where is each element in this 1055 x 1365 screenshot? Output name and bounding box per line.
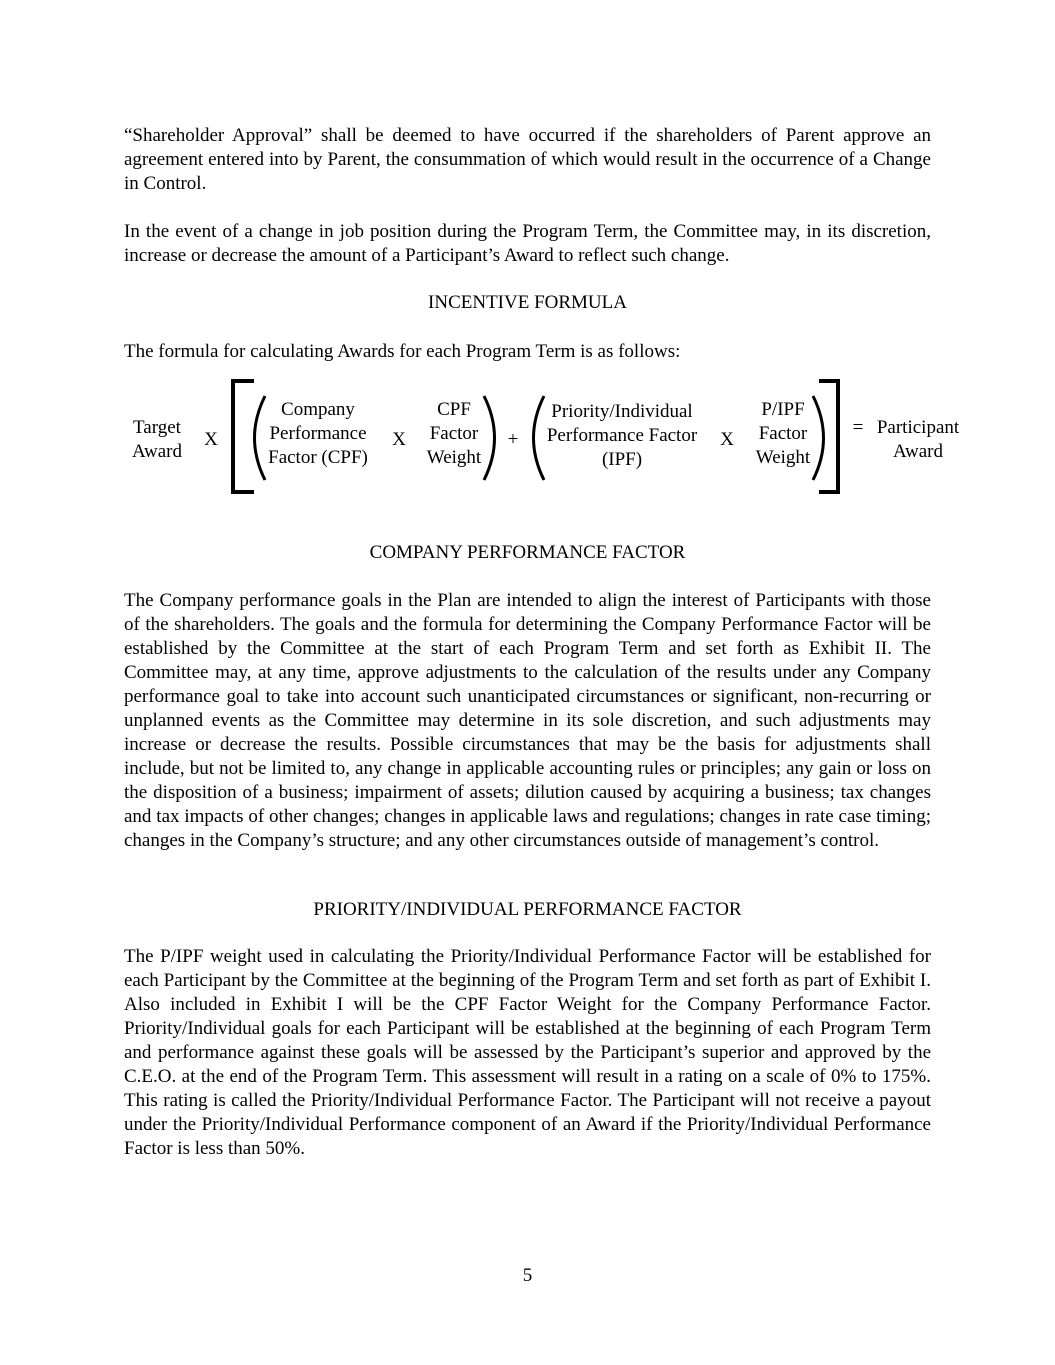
- cpf-line-1: Company: [281, 399, 355, 420]
- target-award-line-2: Award: [132, 441, 182, 462]
- cpf-weight-line-2: Factor: [429, 423, 479, 444]
- multiply-sign: X: [392, 429, 406, 450]
- formula-intro-paragraph: The formula for calculating Awards for each Program Term is as follows:: [124, 341, 681, 362]
- priority-individual-factor-heading: PRIORITY/INDIVIDUAL PERFORMANCE FACTOR: [313, 899, 742, 920]
- pipf-weight-line-1: P/IPF: [761, 399, 805, 420]
- pipf-factor-weight-term: [748, 398, 818, 470]
- ipf-line-2: Performance Factor: [546, 425, 698, 446]
- target-award-term: [126, 416, 188, 464]
- ipf-line-3: (IPF): [601, 449, 643, 470]
- plus-sign: +: [507, 429, 519, 450]
- multiply-sign: X: [720, 429, 734, 450]
- incentive-formula-diagram: [0, 378, 1055, 498]
- pipf-weight-line-2: Factor: [758, 423, 808, 444]
- outer-right-square-bracket: [819, 381, 838, 492]
- cpf-weight-line-1: CPF: [437, 399, 471, 420]
- outer-left-square-bracket: [233, 381, 254, 492]
- cpf-line-2: Performance: [269, 423, 367, 444]
- pipf-weight-line-3: Weight: [755, 447, 811, 468]
- priority-individual-paragraph: The P/IPF weight used in calculating the Priority/Individual Performance Factor will be established for each Participant by the Committee at the beginning of the Program Term and set forth as part of Exhibit I. Also included in Exhibit I will be the CPF Factor Weight for the Company Performance Factor. Priority/Individual goals for each Participant will be established at the beginning of each Program Term and performance against these goals will be assessed by the Participant’s superior and approved by the C.E.O. at the end of the Program Term. This assessment will result in a rating on a scale of 0% to 175%. This rating is called the Priority/Individual Performance Factor. The Participant will not receive a payout under the Priority/Individual Performance component of an Award if the Priority/Individual Performance Factor is less than 50%.: [124, 946, 931, 1159]
- equals-sign: =: [852, 417, 864, 438]
- participant-award-line-1: Participant: [876, 417, 960, 438]
- shareholder-approval-paragraph: “Shareholder Approval” shall be deemed to have occurred if the shareholders of Parent approve an agreement entered into by Parent, the consummation of which would result in the occurrence of a Change in Control.: [124, 125, 931, 194]
- ipf-line-1: Priority/Individual: [551, 401, 693, 422]
- company-performance-paragraph: The Company performance goals in the Plan are intended to align the interest of Participants with those of the shareholders. The goals and the formula for determining the Company Performance Factor will be established by the Committee at the start of each Program Term and set forth as Exhibit II. The Committee may, at any time, approve adjustments to the calculation of the results under any Company performance goal to take into account such unanticipated circumstances or significant, non-recurring or unplanned events as the Committee may determine in its sole discretion, and such adjustments may increase or decrease the results. Possible circumstances that may be the basis for adjustments shall include, but not be limited to, any change in applicable accounting rules or principles; any gain or loss on the disposition of a business; impairment of assets; dilution caused by acquiring a business; tax changes and tax impacts of other changes; changes in applicable laws and regulations; changes in rate case timing; changes in the Company’s structure; and any other circumstances outside of management’s control.: [124, 590, 931, 851]
- priority-individual-performance-factor-term: [536, 400, 708, 472]
- cpf-line-3: Factor (CPF): [268, 447, 368, 468]
- company-performance-factor-term: [258, 398, 378, 470]
- target-award-line-1: Target: [133, 417, 181, 438]
- cpf-weight-line-3: Weight: [426, 447, 482, 468]
- participant-award-line-2: Award: [893, 441, 943, 462]
- cpf-factor-weight-term: [420, 398, 488, 470]
- job-change-paragraph: In the event of a change in job position during the Program Term, the Committee may, in its discretion, increase or decrease the amount of a Participant’s Award to reflect such change.: [124, 221, 931, 266]
- incentive-formula-heading: INCENTIVE FORMULA: [428, 292, 627, 313]
- multiply-sign: X: [204, 429, 218, 450]
- company-performance-factor-heading: COMPANY PERFORMANCE FACTOR: [369, 542, 686, 563]
- page-number: 5: [522, 1265, 533, 1286]
- participant-award-term: [868, 416, 968, 464]
